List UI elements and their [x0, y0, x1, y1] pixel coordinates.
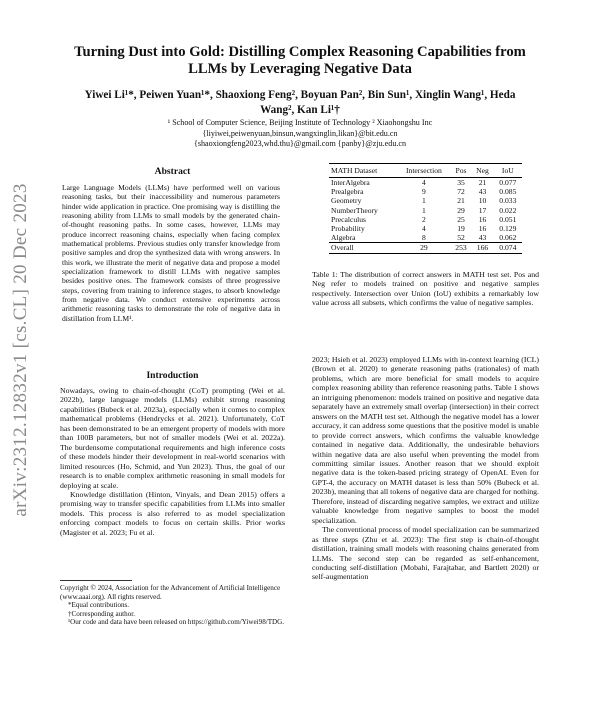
- table-cell: 16: [478, 224, 487, 234]
- footnote-equal: *Equal contributions.: [68, 601, 130, 610]
- table-cell: 9: [422, 187, 426, 197]
- table-cell: 8: [422, 233, 426, 243]
- table-cell: 4: [422, 178, 426, 187]
- table-cell: 29: [397, 243, 450, 254]
- right-column-body: [312, 355, 539, 582]
- table-cell: 166: [471, 243, 493, 254]
- table-cell: 52: [457, 233, 465, 243]
- table-cell: 17: [478, 205, 487, 215]
- arxiv-identifier: arXiv:2312.12832v1 [cs.CL] 20 Dec 2023: [10, 183, 31, 517]
- table-cell: 29: [457, 205, 465, 215]
- affiliations: [70, 118, 530, 150]
- table-cell: 0.074: [494, 243, 522, 254]
- email-line: {liyiwei,peiwenyuan,binsun,wangxinglin,likan}@bit.edu.cn: [202, 128, 398, 138]
- table-row: [329, 178, 522, 188]
- author-line: Wang², Kan Li¹†: [260, 104, 340, 116]
- abstract-text: Large Language Models (LLMs) have performed well on various reasoning tasks, but their inaccessibility and numerous parameters hinder wide application in practice. One promising way is distilling the reasoning ability from LLMs to small models by the generated chain-of-thought reasoning paths. In some cases, however, LLMs may produce incorrect reasoning chains, especially when facing complex mathematical problems. Previous studies only transfer knowledge from positive samples and drop the synthesized data with wrong answers. In this work, we illustrate the merit of negative data and propose a model specialization framework to distill LLMs with negative samples besides positive ones. The framework consists of three progressive steps, covering from training to inference stages, to absorb knowledge from negative data. We conduct extensive experiments across arithmetic reasoning tasks to demonstrate the role of negative data in distillation from LLM¹.: [62, 183, 280, 323]
- intro-heading: Introduction: [146, 370, 199, 381]
- table-cell: 21: [478, 178, 487, 187]
- table-row: [329, 233, 522, 243]
- author-list: [80, 88, 520, 118]
- table-cell: Probability: [331, 224, 365, 234]
- table-cell: 35: [457, 178, 465, 187]
- table-header-cell: Neg: [471, 164, 493, 178]
- table-row: [329, 206, 522, 215]
- results-table: [329, 163, 522, 254]
- table-cell: InterAlgebra: [331, 178, 370, 187]
- footnotes: [60, 584, 285, 627]
- table-cell: Precalculus: [331, 214, 367, 224]
- table-header-cell: MATH Dataset: [329, 164, 397, 178]
- intro-paragraph: Nowadays, owing to chain-of-thought (CoT) prompting (Wei et al. 2022b), large language models (LLMs) exhibit strong reasoning capabilities (Bubeck et al. 2023a), especially when it comes to complex mathematical problems (Hendrycks et al. 2021). Unfortunately, CoT has been demonstrated to be an emergent property of models with more than 100B parameters, but not of smaller models (Wei et al. 2022a). The burdensome computational requirements and high inference costs of these models hinder their development in real-world scenarios with limited resources (Ho, Schmid, and Yun 2023). Thus, the goal of our research is to enable complex arithmetic reasoning in small models for deploying at scale.: [60, 386, 285, 490]
- table-cell: 0.129: [499, 224, 517, 234]
- table-header-cell: Intersection: [397, 164, 450, 178]
- table-row: [329, 187, 522, 196]
- body-paragraph: The conventional process of model specialization can be summarized as three steps (Zhu et al. 2023): The first step is chain-of-thought distillation, training small models with reasoning chains generated from LLMs. The second step can be regarded as self-enhancement, conducting self-distillation (Mobahi, Farajtabar, and Bartlett 2020) or self-augmentation: [312, 525, 539, 582]
- table-cell: 43: [478, 187, 487, 197]
- table-header-cell: IoU: [494, 164, 522, 178]
- footnote-corresponding: †Corresponding author.: [68, 609, 135, 618]
- table-row: [329, 215, 522, 224]
- table-cell: 0.033: [499, 196, 517, 206]
- table-header-cell: Pos: [451, 164, 472, 178]
- table-cell: Geometry: [331, 196, 362, 206]
- table-cell: Prealgebra: [331, 187, 364, 197]
- table-cell: 19: [457, 224, 465, 234]
- table-cell: 43: [478, 233, 487, 243]
- table-cell: 10: [478, 196, 487, 206]
- table-row: [329, 196, 522, 205]
- table-row: [329, 224, 522, 233]
- table-cell: 2: [422, 214, 426, 224]
- footnote-code: ¹Our code and data have been released on https://github.com/Yiwei98/TDG.: [68, 618, 285, 627]
- table-cell: 1: [422, 205, 426, 215]
- table-cell: 0.051: [499, 214, 517, 224]
- table-cell: 25: [457, 214, 465, 224]
- abstract-heading-wrap: [60, 166, 285, 177]
- table-cell: 253: [451, 243, 472, 254]
- author-line: Yiwei Li¹*, Peiwen Yuan¹*, Shaoxiong Feng², Boyuan Pan², Bin Sun¹, Xinglin Wang¹, Heda: [84, 89, 516, 101]
- table-cell: 1: [422, 196, 426, 206]
- intro-paragraph: Knowledge distillation (Hinton, Vinyals, and Dean 2015) offers a promising way to transfer specific capabilities from LLMs into smaller models. This process is also referred to as model specialization enforcing compact models to focus on certain skills. Prior works (Magister et al. 2023; Fu et al.: [60, 489, 285, 537]
- email-line: {shaoxiongfeng2023,whd.thu}@gmail.com {panby}@zju.edu.cn: [193, 139, 407, 148]
- table-cell: 0.085: [499, 187, 517, 197]
- footnote-divider: [60, 580, 132, 581]
- table-total-row: [329, 243, 522, 254]
- table-cell: 0.062: [499, 233, 517, 243]
- table-cell: NumberTheory: [331, 205, 378, 215]
- body-paragraph: 2023; Hsieh et al. 2023) employed LLMs with in-context learning (ICL) (Brown et al. 2020) to generate reasoning paths (rationales) of math problems, which are more beneficial for small models to acquire complex reasoning ability than reference reasoning paths. Table 1 shows an intriguing phenomenon: models trained on positive and negative data separately have an extremely small overlap (intersection) in their correct answers on the MATH test set. Although the negative model has a lower accuracy, it can address some questions that the positive model is unable to provide correct answers, which confirms the valuable knowledge contained in negative data. Additionally, the undesirable behaviors within negative data are also useful when preventing the model from committing similar issues. Another reason that we should exploit negative data is the token-based pricing strategy of OpenAI. Even for GPT-4, the accuracy on MATH dataset is less than 50% (Bubeck et al. 2023b), meaning that all tokens of negative data are charged for nothing. Therefore, instead of discarding negative samples, we extract and utilize valuable knowledge from negative samples to boost the model specialization.: [312, 355, 539, 525]
- table-cell: 21: [457, 196, 465, 206]
- table-cell: Overall: [329, 243, 397, 254]
- copyright-note: Copyright © 2024, Association for the Advancement of Artificial Intelligence (www.aaai.org). All rights reserved.: [60, 584, 281, 601]
- table-cell: 0.022: [499, 205, 517, 215]
- table-cell: 0.077: [499, 178, 517, 187]
- table-header-row: [329, 164, 522, 178]
- abstract-heading: Abstract: [154, 166, 191, 177]
- paper-title: Turning Dust into Gold: Distilling Complex Reasoning Capabilities from LLMs by Leveraging Negative Data: [74, 44, 526, 77]
- intro-heading-wrap: [60, 370, 285, 381]
- table-cell: 4: [422, 224, 426, 234]
- intro-body: [60, 386, 285, 537]
- table-cell: 72: [457, 187, 465, 197]
- table-cell: Algebra: [331, 233, 356, 243]
- table-cell: 16: [478, 214, 487, 224]
- table-caption: Table 1: The distribution of correct answers in MATH test set. Pos and Neg refer to models trained on positive and negative samples respectively. Intersection over Union (IoU) exhibits a remarkably low value across all subsets, which confirms the value of negative samples.: [312, 270, 539, 308]
- affiliation-line: ¹ School of Computer Science, Beijing Institute of Technology ² Xiaohongshu Inc: [167, 118, 433, 127]
